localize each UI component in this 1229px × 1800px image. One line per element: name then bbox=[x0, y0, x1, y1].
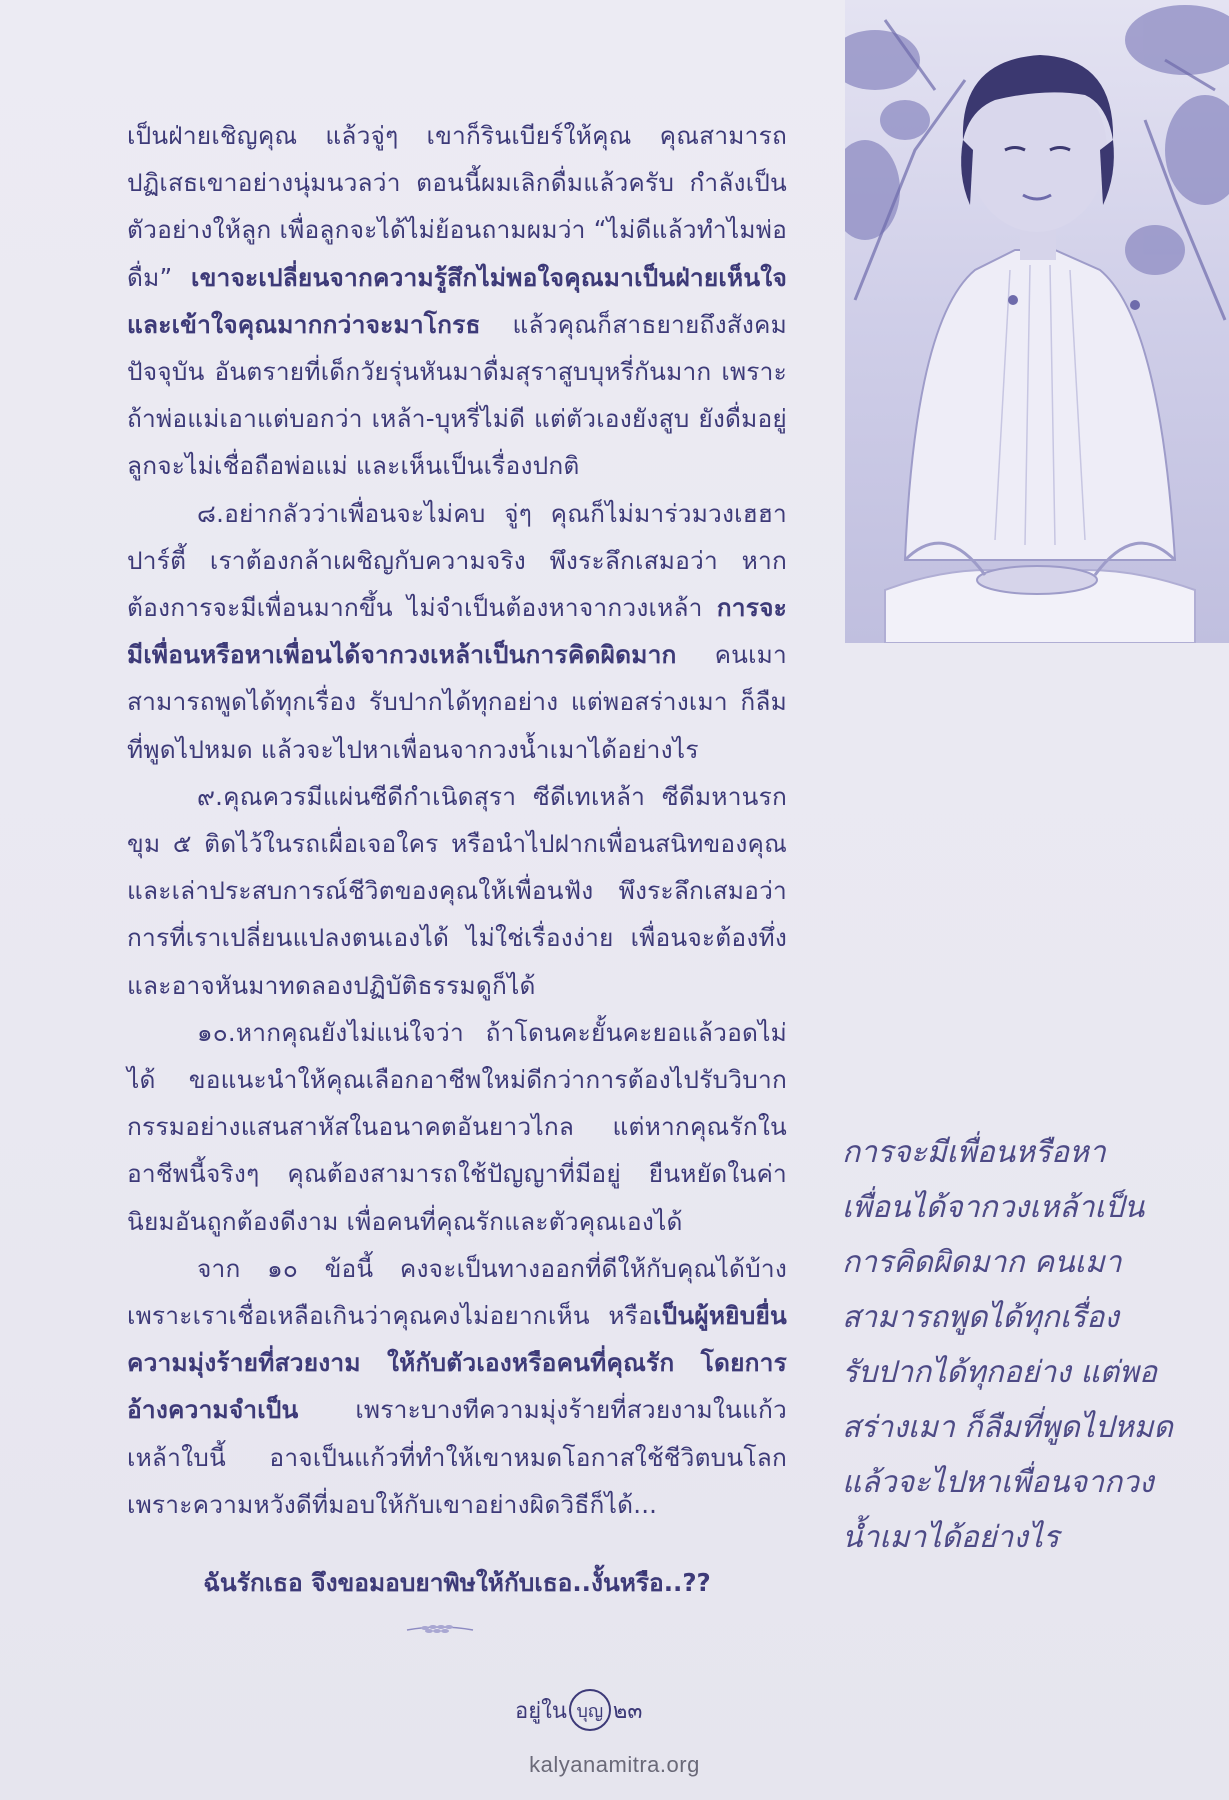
paragraph bbox=[127, 1245, 787, 1528]
text-span: เป็นฝ่ายเชิญคุณ แล้วจู่ๆ เขาก็รินเบียร์ให้คุณ คุณสามารถปฏิเสธเขาอย่างนุ่มนวลว่า ตอนนี้ผมเลิกดื่มแล้วครับ กำลังเป็นตัวอย่างให้ลูก เพื่อลูกจะได้ไม่ย้อนถามผมว่า “ไม่ดีแล้วทำไมพ่อดื่ม” bbox=[127, 121, 787, 292]
site-watermark: kalyanamitra.org bbox=[529, 1752, 700, 1777]
pull-quote-line: การคิดผิดมาก คนเมา bbox=[842, 1245, 1122, 1280]
meditation-photo bbox=[845, 0, 1229, 643]
pull-quote bbox=[842, 1125, 1172, 1565]
meditating-woman-illustration bbox=[845, 0, 1229, 643]
text-span: จาก ๑๐ ข้อนี้ คงจะเป็นทางออกที่ดีให้กับคุณได้บ้าง เพราะเราเชื่อเหลือเกินว่าคุณคงไม่อยากเห็น หรือ bbox=[127, 1253, 787, 1331]
text-span: ๙.คุณควรมีแผ่นซีดีกำเนิดสุรา ซีดีเทเหล้า ซีดีมหานรกขุม ๕ ติดไว้ในรถเผื่อเจอใคร หรือนำไปฝากเพื่อนสนิทของคุณ และเล่าประสบการณ์ชีวิตของคุณให้เพื่อนฟัง พึงระลึกเสมอว่า การที่เราเปลี่ยนแปลงตนเองได้ ไม่ใช่เรื่องง่าย เพื่อนจะต้องทึ่งและอาจหันมาทดลองปฏิบัติธรรมดูก็ได้ bbox=[127, 781, 787, 1000]
page-footer bbox=[515, 1690, 642, 1730]
paragraph bbox=[127, 112, 787, 490]
bold-text: เป็นผู้หยิบยื่นความมุ่งร้ายที่สวยงาม ให้กับตัวเองหรือคนที่คุณรัก โดยการอ้างความจำเป็น bbox=[127, 1301, 787, 1425]
pull-quote-line: การจะมีเพื่อนหรือหา bbox=[842, 1135, 1106, 1170]
pull-quote-line: แล้วจะไปหาเพื่อนจากวง bbox=[842, 1465, 1154, 1500]
pull-quote-line: เพื่อนได้จากวงเหล้าเป็น bbox=[842, 1190, 1145, 1225]
footer-badge: บุญ bbox=[569, 1689, 611, 1731]
article-body bbox=[127, 112, 787, 1528]
pull-quote-line: สร่างเมา ก็ลืมที่พูดไปหมด bbox=[842, 1410, 1173, 1445]
text-span: คนเมาสามารถพูดได้ทุกเรื่อง รับปากได้ทุกอย่าง แต่พอสร่างเมา ก็ลืมที่พูดไปหมด แล้วจะไปหาเพื่อนจากวงน้ำเมาได้อย่างไร bbox=[127, 640, 787, 764]
closing-line: ฉันรักเธอ จึงขอมอบยาพิษให้กับเธอ..งั้นหรือ..?? bbox=[203, 1568, 711, 1597]
page-number: ๒๓ bbox=[612, 1698, 643, 1724]
text-span: ๘.อย่ากลัวว่าเพื่อนจะไม่คบ จู่ๆ คุณก็ไม่มาร่วมวงเฮฮาปาร์ตี้ เราต้องกล้าเผชิญกับความจริง พึงระลึกเสมอว่า หากต้องการจะมีเพื่อนมากขึ้น ไม่จำเป็นต้องหาจากวงเหล้า bbox=[127, 498, 787, 623]
pull-quote-line: สามารถพูดได้ทุกเรื่อง bbox=[842, 1300, 1119, 1335]
wheat-ornament-icon bbox=[405, 1622, 475, 1642]
text-span: ๑๐.หากคุณยังไม่แน่ใจว่า ถ้าโดนคะยั้นคะยอแล้วอดไม่ได้ ขอแนะนำให้คุณเลือกอาชีพใหม่ดีกว่าการต้องไปรับวิบากกรรมอย่างแสนสาหัสในอนาคตอันยาวไกล แต่หากคุณรักในอาชีพนี้จริงๆ คุณต้องสามารถใช้ปัญญาที่มีอยู่ ยืนหยัดในค่านิยมอันถูกต้องดีงาม เพื่อคนที่คุณรักและตัวคุณเองได้ bbox=[127, 1017, 787, 1236]
bold-text: การจะมีเพื่อนหรือหาเพื่อนได้จากวงเหล้าเป็นการคิดผิดมาก bbox=[127, 593, 787, 670]
paragraph bbox=[127, 1009, 787, 1245]
pull-quote-line: รับปากได้ทุกอย่าง แต่พอ bbox=[842, 1355, 1157, 1390]
pull-quote-line: น้ำเมาได้อย่างไร bbox=[842, 1520, 1060, 1555]
paragraph bbox=[127, 773, 787, 1009]
footer-title: อยู่ใน bbox=[515, 1698, 567, 1724]
bold-text: เขาจะเปลี่ยนจากความรู้สึกไม่พอใจคุณมาเป็นฝ่ายเห็นใจ และเข้าใจคุณมากกว่าจะมาโกรธ bbox=[127, 262, 787, 339]
text-span: แล้วคุณก็สาธยายถึงสังคมปัจจุบัน อันตรายที่เด็กวัยรุ่นหันมาดื่มสุราสูบบุหรี่กันมาก เพราะถ้าพ่อแม่เอาแต่บอกว่า เหล้า-บุหรี่ไม่ดี แต่ตัวเองยังสูบ ยังดื่มอยู่ ลูกจะไม่เชื่อถือพ่อแม่ และเห็นเป็นเรื่องปกติ bbox=[127, 309, 787, 481]
text-span: เพราะบางทีความมุ่งร้ายที่สวยงามในแก้วเหล้าใบนี้ อาจเป็นแก้วที่ทำให้เขาหมดโอกาสใช้ชีวิตบนโลก เพราะความหวังดีที่มอบให้กับเขาอย่างผิดวิธีก็ได้... bbox=[127, 1395, 787, 1519]
paragraph bbox=[127, 490, 787, 773]
